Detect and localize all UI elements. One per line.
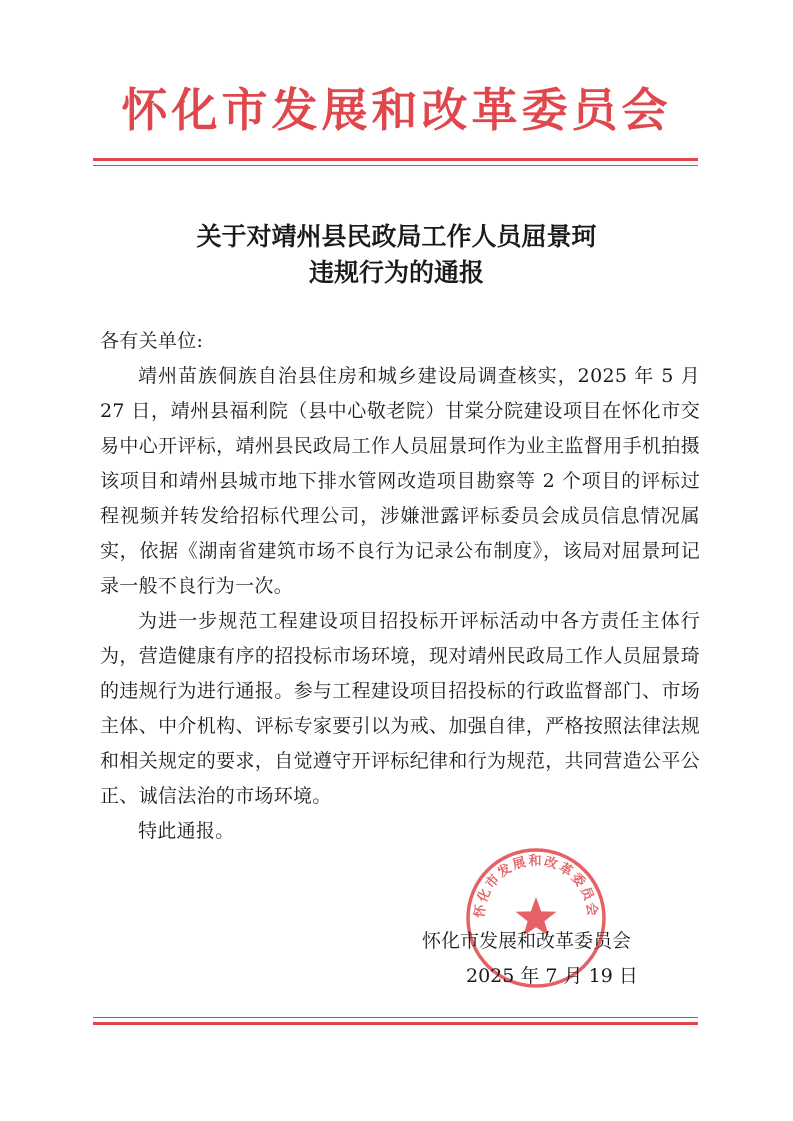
body-paragraph-3: 特此通报。 [138, 820, 235, 842]
footer-rule-thin [93, 1017, 698, 1018]
footer-rule-thick [93, 1022, 698, 1025]
seal-arc-text: 怀化市发展和改革委员会 [472, 854, 600, 919]
header-rule-thin [93, 165, 698, 166]
salutation: 各有关单位: [100, 330, 204, 352]
org-header-title: 怀化市发展和改革委员会 [121, 83, 672, 137]
document-body [100, 324, 700, 849]
body-paragraph-1: 靖州苗族侗族自治县住房和城乡建设局调查核实，2025 年 5 月 27 日，靖州县福利院（县中心敬老院）甘棠分院建设项目在怀化市交易中心开评标，靖州县民政局工作人员屈景珂作为业主监督用手机拍摄该项目和靖州县城市地下排水管网改造项目勘察等 2 个项目的评标过程视频并转发给招标代理公司，涉嫌泄露评标委员会成员信息情况属实，依据《湖南省建筑市场不良行为记录公布制度》，该局对屈景珂记录一般不良行为一次。 [100, 365, 700, 597]
signature-org: 怀化市发展和改革委员会 [422, 930, 632, 952]
signature-date: 2025 年 7 月 19 日 [466, 965, 638, 987]
document-title-line1: 关于对靖州县民政局工作人员屈景珂 [196, 222, 597, 251]
document-title-line2: 违规行为的通报 [308, 258, 484, 287]
body-paragraph-2: 为进一步规范工程建设项目招投标开评标活动中各方责任主体行为，营造健康有序的招投标市场环境，现对靖州民政局工作人员屈景琦的违规行为进行通报。参与工程建设项目招投标的行政监督部门、市场主体、中介机构、评标专家要引以为戒、加强自律，严格按照法律法规和相关规定的要求，自觉遵守开评标纪律和行为规范，共同营造公平公正、诚信法治的市场环境。 [100, 610, 700, 807]
header-rule-thick [93, 158, 698, 161]
